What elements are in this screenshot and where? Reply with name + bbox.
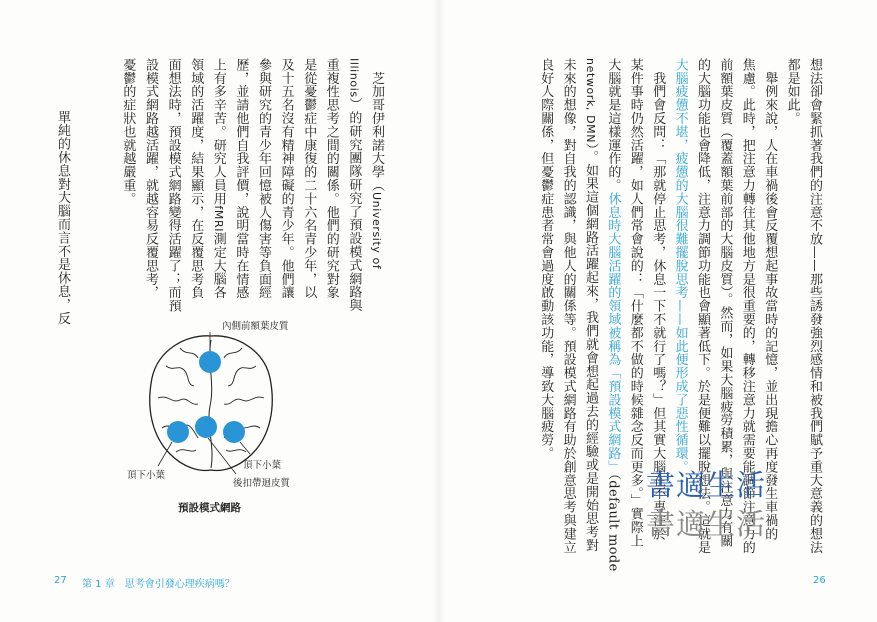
brain-fold [180,348,198,358]
latin-text: Illinois [347,58,361,98]
text-column [232,58,248,320]
column-text: ）的研究團隊研究了預設模式網路與 [346,97,362,313]
text-column [345,58,361,320]
column-text: 是從憂鬱症中康復的二十六名青少年，以 [301,58,317,300]
highlighted-text: 大腦疲憊不堪，疲憊的大腦很難擺脫思考——如此便形成了惡性循環。 [672,58,688,474]
column-text: 參與研究的青少年回憶被人傷害等負面經 [256,58,271,300]
column-text: 上有多辛苦。研究人員用 [210,58,226,206]
text-column [300,58,316,320]
column-text: （default mode [605,473,621,572]
mpfc-node [199,351,221,373]
text-column [255,58,271,320]
text-column [560,58,576,561]
text-column [210,58,226,320]
label-pcc: 後扣帶迴皮質 [233,478,291,489]
column-text: 單純的休息對大腦而言不是休息，反 [55,97,70,325]
column-text: 未來的想像，對自我的認識，與他人的關係等。預設模式網路有助於創意思考與建立 [560,58,576,554]
brain-fold [224,397,264,404]
ipl-right-node [223,421,245,443]
label-mpfc: 內側前額葉皮質 [222,321,289,332]
column-text: 想法卻會緊抓著我們的注意不放——那些誘發強烈感情和被我們賦予重大意義的想法 [807,58,822,554]
brain-fold [224,348,242,358]
chapter-footer: 第 1 章 思考會引發心理疾病嗎？ [82,579,235,590]
text-column [537,58,553,561]
column-text: 重複性思考之間的關係。他們的研究對象 [323,58,339,300]
column-text: 的大腦功能也會降低，注意力調節功能也會顯著低下。於是便難以擺脫想法。這就是 [695,58,710,554]
brain-fold [158,397,198,404]
column-text: 測定大腦各 [210,232,226,300]
brain-fold [176,450,196,452]
label-ipl-right: 頂下小葉 [243,460,282,471]
column-text: 及十五名沒有精神障礙的青少年。他們讓 [278,58,294,300]
ipl-left-node [167,421,189,443]
text-column [142,58,158,320]
pcc-node [195,416,217,438]
label-ipl-left: 頂下小葉 [127,470,166,481]
column-text: 良好人際關係，但憂鬱症患者常會過度啟動該功能，導致大腦疲勞。 [538,58,554,460]
text-column [323,58,339,320]
column-text: 我們會反問：「那就停止思考，休息一下不就行了嗎？」但其實大腦在不專注於 [650,58,666,541]
column-text: 前額葉皮質（覆蓋額葉前部的大腦皮質）。然而，如果大腦疲勞積累，與注意力有關 [717,58,733,548]
watermark-blue: 書適生活 [646,468,767,502]
column-text: 領域的活躍度，結果顯示，在反覆思考負 [188,58,204,300]
text-column [582,58,598,561]
latin-text: network, DMN [584,58,597,144]
column-text: 舉例來說，人在車禍後會反覆想起事故當時的記憶，並出現擔心再度發生車禍的 [762,58,778,541]
column-text: 憂鬱的症狀也就越嚴重。 [120,58,136,206]
page-gutter [433,0,445,622]
brain-fold [166,366,194,386]
latin-text: fMRI [211,205,225,233]
column-text: 芝加哥伊利諾大學（ [369,58,384,192]
column-text: 焦慮。此時，把注意力轉往其他地方是很重要的，轉移注意力就需要能調節注意力的 [739,58,755,554]
text-column [187,58,203,320]
text-column [54,97,70,325]
brain-fold [228,366,256,386]
leader-line [240,442,250,454]
brain-diagram [136,328,286,478]
text-column [604,58,621,572]
column-text: 面想法時，預設模式網路變得活躍了；而預 [165,58,181,313]
text-column [806,58,822,561]
brain-fold [226,450,246,452]
page-number-right: 26 [813,575,826,586]
column-text: ）。如果這個網路活躍起來，我們就會想起過去的經驗或是開始思考對 [583,143,598,552]
text-column [278,58,294,320]
text-column [627,58,643,561]
column-text: 都是如此。 [784,58,800,125]
text-column [784,58,800,561]
text-column [119,58,135,320]
column-text: 某件事時仍然活躍，如人們常會說的：「什麼都不做的時候雜念反而更多。」實際上 [627,58,643,548]
text-column [165,58,181,320]
latin-text: University of [370,192,383,270]
watermark-gray: 書適生活 [646,507,767,541]
column-text: 大腦就是這樣運作的。 [605,58,621,192]
figure-caption: 預設模式網路 [178,502,241,514]
column-text: 設模式網路越活躍，就越容易反覆思考， [143,58,158,300]
text-column [368,58,384,320]
column-text: 歷，並請他們自我評價，說明當時在情感 [233,58,249,300]
page-number-left: 27 [54,575,67,586]
highlighted-text: 休息時大腦活躍的領域被稱為「預設模式網路」 [605,192,621,474]
